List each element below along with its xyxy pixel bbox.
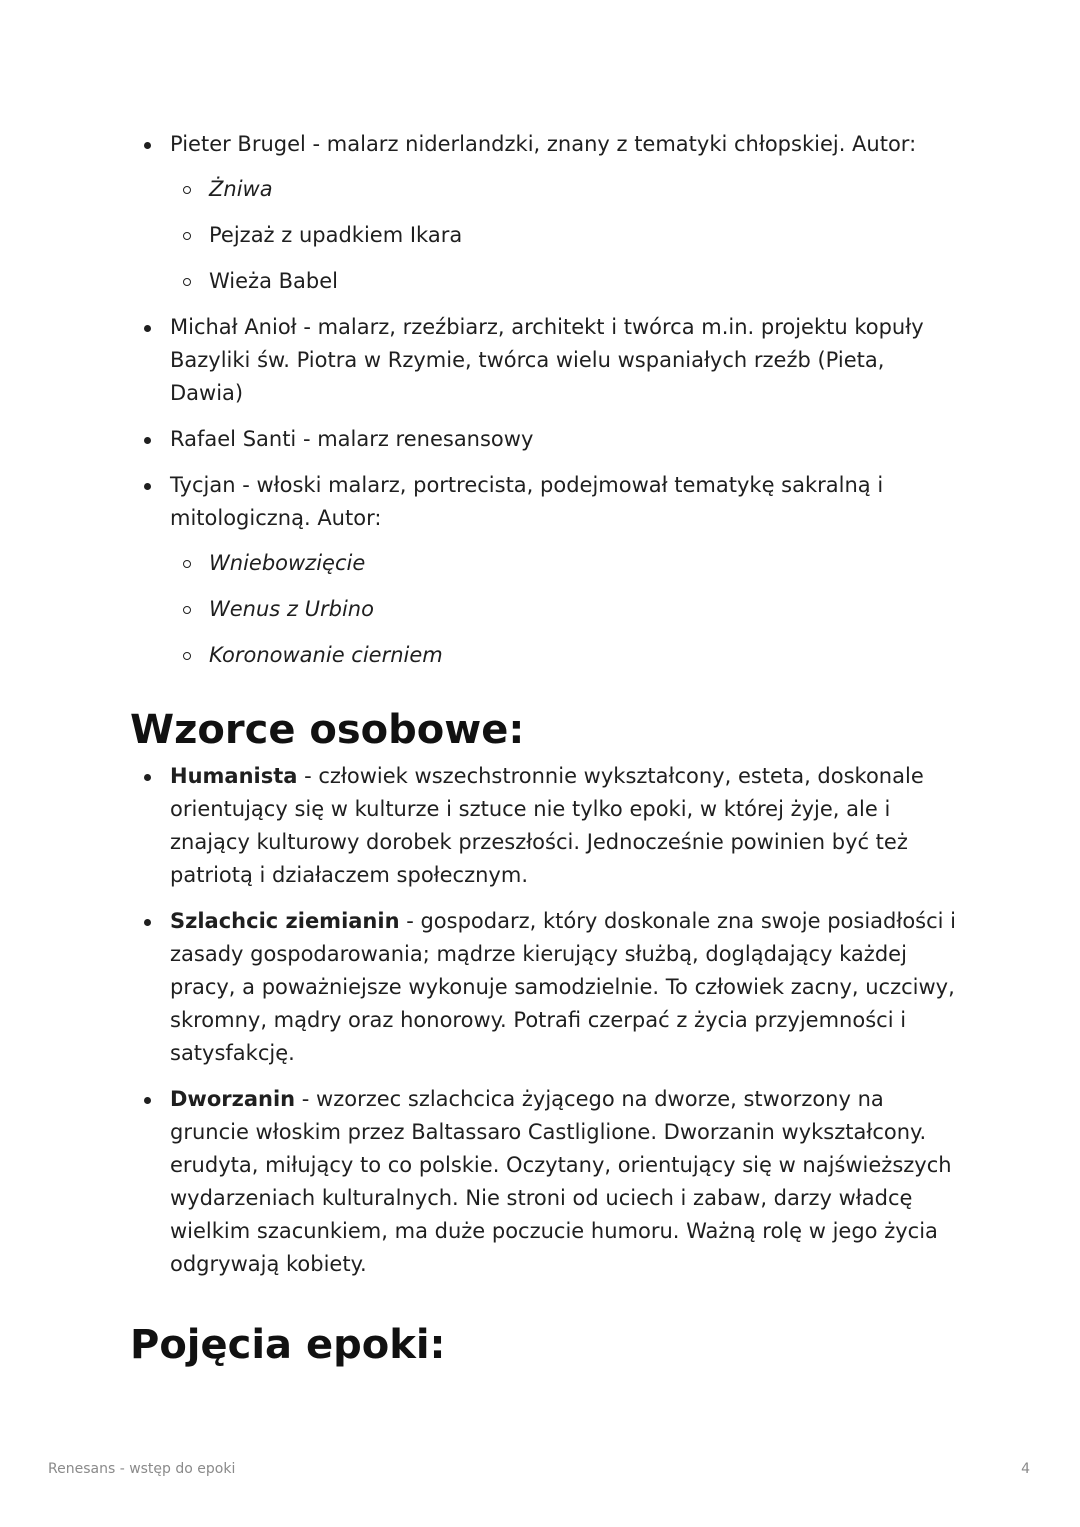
page-content <box>130 128 960 1369</box>
artist-text: Pieter Brugel - malarz niderlandzki, znany z tematyki chłopskiej. Autor: <box>170 132 917 156</box>
artist-text: Michał Anioł - malarz, rzeźbiarz, architekt i twórca m.in. projektu kopuły Bazyliki św. Piotra w Rzymie, twórca wielu wspaniałych rzeźb (Pieta, Dawia) <box>170 315 924 405</box>
work-item: Wniebowzięcie <box>170 547 960 580</box>
work-item: Wieża Babel <box>170 265 960 298</box>
work-item: Wenus z Urbino <box>170 593 960 626</box>
artist-item-tycjan <box>130 469 960 672</box>
work-item: Koronowanie cierniem <box>170 639 960 672</box>
wzorzec-item-szlachcic <box>130 905 960 1070</box>
works-list <box>170 173 960 298</box>
wzorzec-item-humanista <box>130 760 960 892</box>
wzorzec-term: Szlachcic ziemianin <box>170 909 400 933</box>
footer-document-title: Renesans - wstęp do epoki <box>48 1461 236 1477</box>
artist-text: Rafael Santi - malarz renesansowy <box>170 427 534 451</box>
wzorzec-desc: - wzorzec szlachcica żyjącego na dworze, stworzony na gruncie włoskim przez Baltassaro Castliglione. Dworzanin wykształcony. erudyta, miłujący to co polskie. Oczytany, orientujący się w najświeższych wydarzeniach kulturalnych. Nie stroni od uciech i zabaw, darzy władcę wielkim szacunkiem, ma duże poczucie humoru. Ważną rolę w jego życia odgrywają kobiety. <box>170 1087 952 1276</box>
section-heading-wzorce: Wzorce osobowe: <box>130 707 525 753</box>
wzorce-list <box>130 760 960 1281</box>
wzorzec-desc: - człowiek wszechstronnie wykształcony, esteta, doskonale orientujący się w kulturze i sztuce nie tylko epoki, w której żyje, ale i znający kulturowy dorobek przeszłości. Jednocześnie powinien być też patriotą i działaczem społecznym. <box>170 764 924 887</box>
artist-text: Tycjan - włoski malarz, portrecista, podejmował tematykę sakralną i mitologiczną. Autor: <box>170 473 884 530</box>
footer-page-number: 4 <box>1021 1461 1030 1477</box>
work-item: Żniwa <box>170 173 960 206</box>
wzorzec-item-dworzanin <box>130 1083 960 1281</box>
wzorzec-term: Humanista <box>170 764 298 788</box>
artist-item-brugel <box>130 128 960 298</box>
work-item: Pejzaż z upadkiem Ikara <box>170 219 960 252</box>
artist-item-rafael <box>130 423 960 456</box>
wzorzec-desc: - gospodarz, który doskonale zna swoje posiadłości i zasady gospodarowania; mądrze kierujący służbą, doglądający każdej pracy, a poważniejsze wykonuje samodzielnie. To człowiek zacny, uczciwy, skromny, mądry oraz honorowy. Potrafi czerpać z życia przyjemności i satysfakcję. <box>170 909 957 1065</box>
artist-item-michal-aniol <box>130 311 960 410</box>
wzorzec-term: Dworzanin <box>170 1087 296 1111</box>
section-heading-pojecia: Pojęcia epoki: <box>130 1322 446 1368</box>
artists-list <box>130 128 960 672</box>
works-list <box>170 547 960 672</box>
